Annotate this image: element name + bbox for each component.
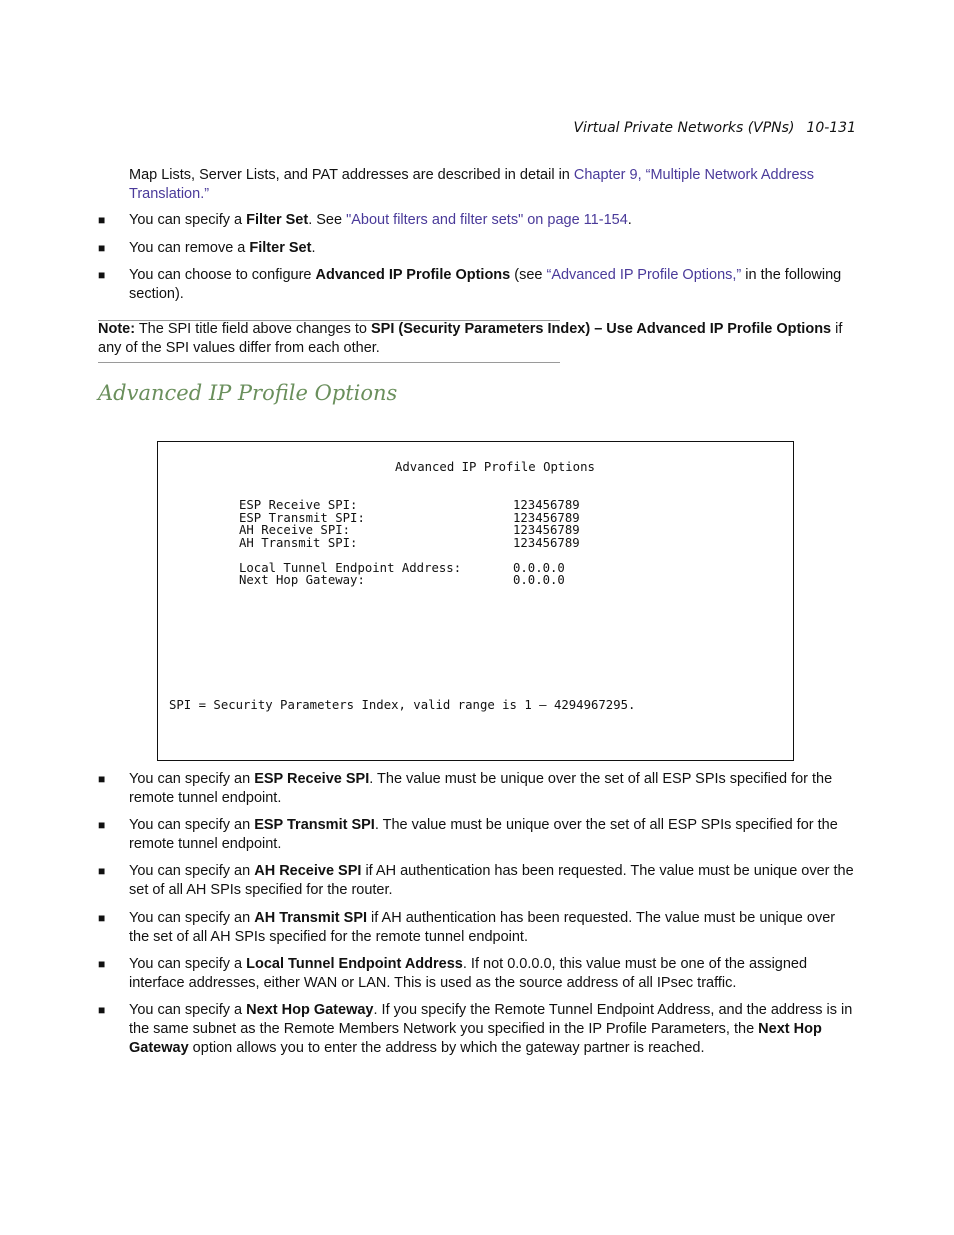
filters-page-link[interactable]: "About filters and filter sets" on page 11-154 — [346, 212, 628, 228]
section-heading: Advanced IP Profile Options — [98, 381, 398, 405]
item-bold-term: ESP Receive SPI — [254, 771, 370, 787]
bullet-mark: ■ — [98, 864, 106, 878]
list-item — [98, 211, 858, 230]
item-text: . The value must be unique over the set of all ESP SPIs specified for the remote tunnel endpoint. — [129, 817, 838, 852]
item-bold-term: AH Transmit SPI — [254, 910, 368, 926]
item-bold-term: Next Hop Gateway — [129, 1021, 822, 1056]
item-bold-term: Filter Set — [246, 212, 309, 228]
running-header — [573, 120, 856, 136]
item-text: You can specify an — [129, 771, 255, 787]
item-text: . — [627, 212, 632, 228]
item-bold-term: Advanced IP Profile Options — [315, 267, 511, 283]
item-bold-term: ESP Transmit SPI — [254, 817, 375, 833]
bullet-mark: ■ — [98, 213, 106, 227]
bullet-mark: ■ — [98, 957, 106, 971]
field-label: AH Transmit SPI: — [239, 535, 358, 550]
list-item — [98, 909, 858, 947]
item-text: You can choose to configure — [129, 267, 316, 283]
list-item — [98, 239, 858, 258]
list-item — [98, 816, 858, 854]
item-text: in the following section). — [129, 267, 842, 302]
intro-paragraph — [129, 166, 857, 204]
header-page-number: 10-131 — [806, 120, 856, 136]
list-item — [98, 266, 858, 304]
item-text: . — [311, 240, 316, 256]
field-value[interactable]: 123456789 — [513, 535, 580, 550]
screen-footer-help: SPI = Security Parameters Index, valid range is 1 – 4294967295. — [169, 698, 636, 712]
item-text: (see — [510, 267, 547, 283]
bullet-mark: ■ — [98, 818, 106, 832]
field-row-next-hop-gateway[interactable] — [239, 573, 565, 587]
field-label: Local Tunnel Endpoint Address: — [239, 560, 462, 575]
note-text: if any of the SPI values differ from each other. — [98, 321, 843, 356]
item-text: . If you specify the Remote Tunnel Endpoint Address, and the address is in the same subnet as the Remote Members Network you specified in the IP Profile Parameters, the — [129, 1002, 853, 1037]
header-section-title: Virtual Private Networks (VPNs) — [573, 120, 795, 136]
bullet-mark: ■ — [98, 772, 106, 786]
config-screen — [157, 441, 794, 761]
advanced-options-link[interactable]: “Advanced IP Profile Options,” — [546, 267, 742, 283]
note-label: Note: — [98, 321, 136, 337]
item-text: option allows you to enter the address by which the gateway partner is reached. — [188, 1040, 705, 1056]
field-value[interactable]: 123456789 — [513, 523, 580, 537]
item-text: if AH authentication has been requested. The value must be unique over the set of all AH SPIs specified for the router. — [129, 863, 854, 898]
item-text: You can specify an — [129, 863, 255, 879]
field-value[interactable]: 123456789 — [513, 510, 580, 525]
chapter-9-link[interactable]: Chapter 9, “Multiple Network Address Translation.” — [129, 167, 815, 202]
intro-text: Map Lists, Server Lists, and PAT addresses are described in detail in — [129, 167, 574, 183]
item-text: You can specify an — [129, 910, 255, 926]
bullet-mark: ■ — [98, 911, 106, 925]
field-value[interactable]: 0.0.0.0 — [513, 560, 565, 575]
list-item — [98, 862, 858, 900]
item-text: You can specify an — [129, 817, 255, 833]
list-item — [98, 955, 858, 993]
list-item — [98, 770, 858, 808]
note-bottom-rule — [98, 362, 560, 363]
field-label: ESP Transmit SPI: — [239, 510, 365, 525]
bullet-mark: ■ — [98, 241, 106, 255]
item-text: . If not 0.0.0.0, this value must be one of the assigned interface addresses, either WAN or LAN. This is used as the source address of all IPsec traffic. — [129, 956, 808, 991]
screen-title: Advanced IP Profile Options — [395, 460, 595, 474]
item-bold-term: Local Tunnel Endpoint Address — [246, 956, 463, 972]
field-value[interactable]: 123456789 — [513, 498, 580, 512]
bullet-mark: ■ — [98, 268, 106, 282]
field-value[interactable]: 0.0.0.0 — [513, 573, 565, 587]
item-text: . The value must be unique over the set of all ESP SPIs specified for the remote tunnel endpoint. — [129, 771, 833, 806]
note-block — [98, 320, 858, 358]
item-text: You can remove a — [129, 240, 250, 256]
note-text: The SPI title field above changes to — [135, 321, 371, 337]
item-bold-term: AH Receive SPI — [254, 863, 362, 879]
item-text: if AH authentication has been requested. The value must be unique over the set of all AH SPIs specified for the remote tunnel endpoint. — [129, 910, 836, 945]
item-bold-term: Next Hop Gateway — [246, 1002, 374, 1018]
item-bold-term: Filter Set — [249, 240, 312, 256]
field-label: AH Receive SPI: — [239, 523, 351, 537]
note-bold-text: SPI (Security Parameters Index) – Use Advanced IP Profile Options — [370, 321, 832, 337]
item-text: You can specify a — [129, 212, 247, 228]
item-text: . See — [308, 212, 347, 228]
list-item — [98, 1001, 858, 1058]
item-text: You can specify a — [129, 1002, 247, 1018]
field-label: ESP Receive SPI: — [239, 498, 358, 512]
bullet-mark: ■ — [98, 1003, 106, 1017]
item-text: You can specify a — [129, 956, 247, 972]
field-label: Next Hop Gateway: — [239, 573, 365, 587]
field-row-ah-transmit[interactable] — [239, 535, 580, 550]
